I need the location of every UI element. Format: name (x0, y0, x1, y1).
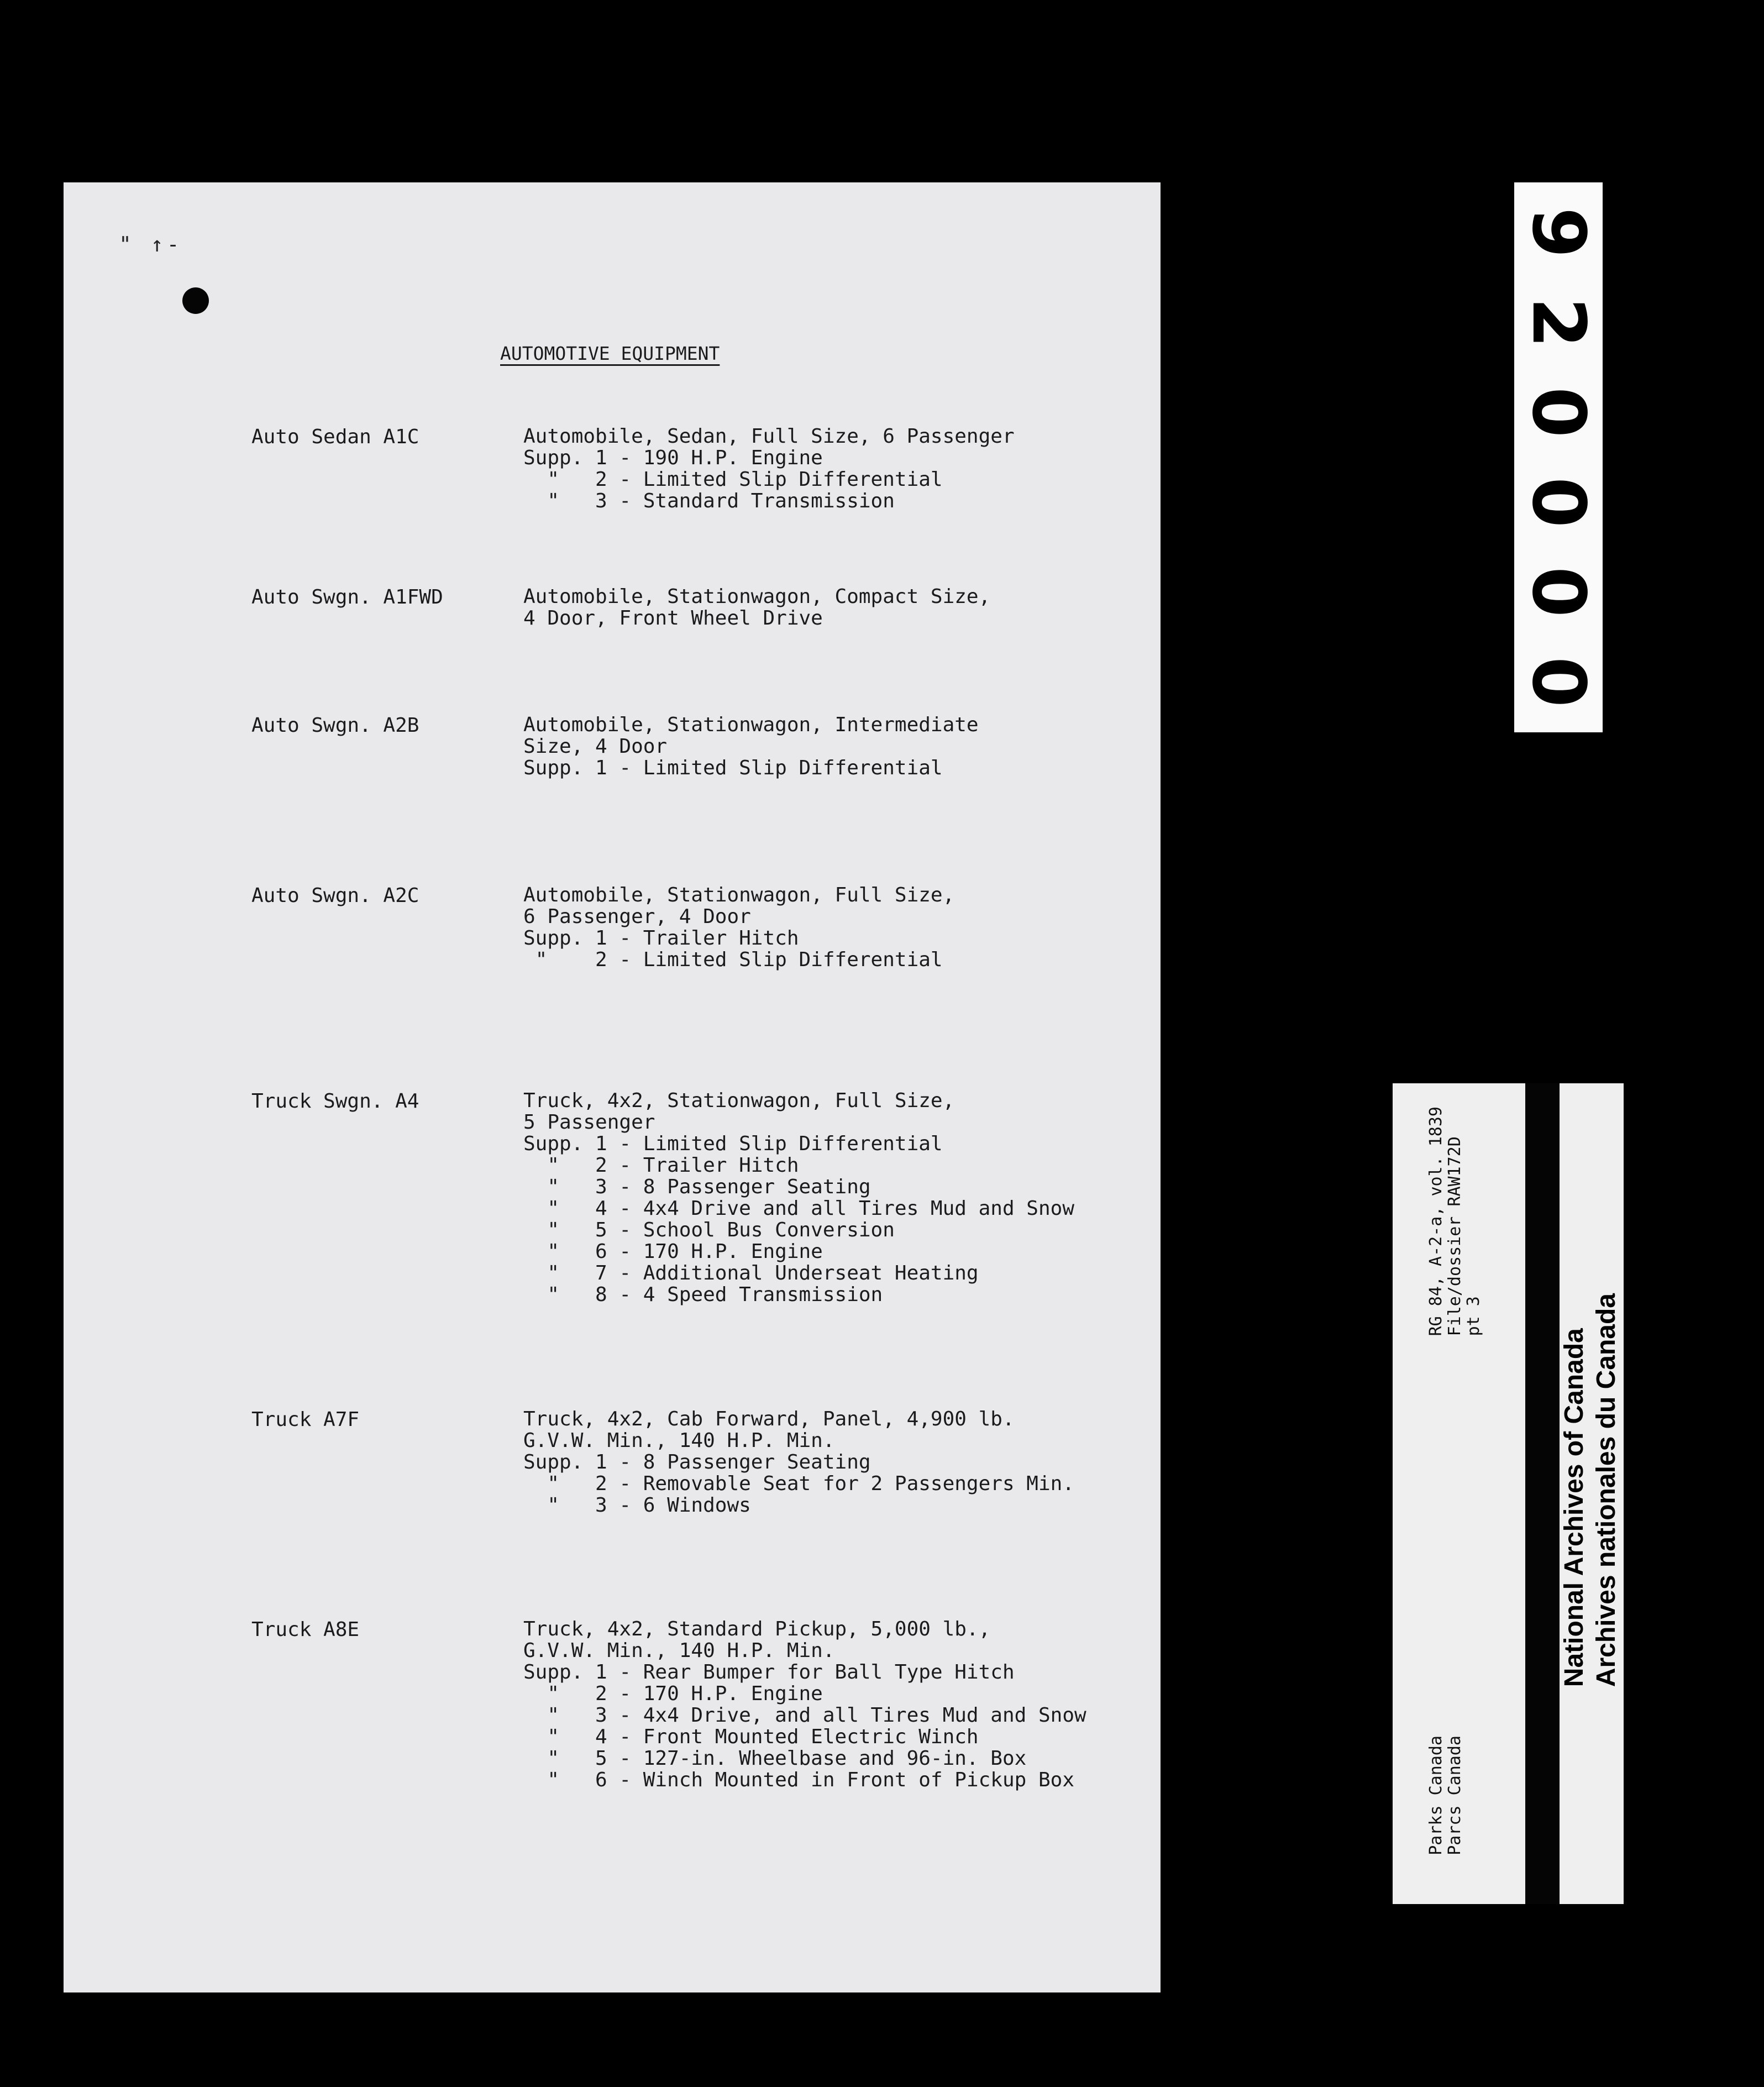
equipment-code: Auto Swgn. A1FWD (251, 586, 443, 609)
description-line: " 2 - Removable Seat for 2 Passengers Min. (523, 1472, 1074, 1495)
national-archives-label (1558, 1293, 1623, 1687)
frame-digit: 0 (1515, 387, 1601, 438)
description-line: " 3 - 8 Passenger Seating (523, 1176, 871, 1198)
equipment-code: Truck Swgn. A4 (251, 1090, 419, 1113)
description-line: Truck, 4x2, Cab Forward, Panel, 4,900 lb. (523, 1408, 1015, 1430)
description-line: 6 Passenger, 4 Door (523, 905, 751, 928)
label-divider-bar (1525, 1083, 1560, 1904)
equipment-code: Auto Swgn. A2C (251, 884, 419, 907)
frame-digit: 0 (1515, 567, 1601, 618)
description-line: " 3 - Standard Transmission (523, 490, 895, 512)
description-line: " 8 - 4 Speed Transmission (523, 1283, 883, 1306)
description-line: " 4 - 4x4 Drive and all Tires Mud and Snow (523, 1197, 1074, 1220)
archive-reference (1427, 1107, 1483, 1336)
frame-number-strip (1514, 182, 1603, 732)
equipment-code: Auto Swgn. A2B (251, 714, 419, 737)
frame-digit: 0 (1515, 476, 1601, 528)
description-line: " 4 - Front Mounted Electric Winch (523, 1726, 979, 1748)
corner-handwritten-mark: " ↑- (119, 232, 183, 256)
description-line: Supp. 1 - 8 Passenger Seating (523, 1451, 871, 1474)
archive-label-card (1393, 1083, 1624, 1904)
description-line: " 3 - 4x4 Drive, and all Tires Mud and Snow (523, 1704, 1086, 1727)
description-line: " 2 - 170 H.P. Engine (523, 1682, 823, 1705)
description-line: Size, 4 Door (523, 735, 668, 758)
frame-digit: 9 (1515, 207, 1601, 259)
description-line: Automobile, Stationwagon, Full Size, (523, 884, 955, 906)
description-line: " 2 - Limited Slip Differential (523, 948, 943, 971)
frame-digit: 0 (1515, 656, 1601, 707)
punch-hole (182, 287, 209, 314)
description-line: G.V.W. Min., 140 H.P. Min. (523, 1639, 835, 1662)
description-line: G.V.W. Min., 140 H.P. Min. (523, 1429, 835, 1452)
equipment-code: Truck A8E (251, 1618, 360, 1641)
description-line: " 2 - Limited Slip Differential (523, 468, 943, 491)
equipment-description (523, 586, 990, 629)
archives-fr: Archives nationales du Canada (1592, 1293, 1621, 1687)
equipment-description (523, 1090, 1074, 1305)
description-line: " 5 - School Bus Conversion (523, 1219, 895, 1241)
description-line: 4 Door, Front Wheel Drive (523, 607, 823, 630)
reference-line: RG 84, A-2-a, vol. 1839 (1426, 1107, 1446, 1336)
reference-line: pt 3 (1464, 1296, 1483, 1336)
equipment-description (523, 1408, 1074, 1516)
description-line: " 6 - 170 H.P. Engine (523, 1240, 823, 1263)
description-line: Automobile, Sedan, Full Size, 6 Passenger (523, 425, 1015, 448)
description-line: Supp. 1 - 190 H.P. Engine (523, 447, 823, 469)
description-line: Supp. 1 - Rear Bumper for Ball Type Hitch (523, 1661, 1015, 1684)
reference-line: File/dossier RAW172D (1445, 1136, 1464, 1336)
parks-en: Parks Canada (1426, 1735, 1446, 1855)
parks-fr: Parcs Canada (1445, 1735, 1464, 1855)
description-line: " 3 - 6 Windows (523, 1494, 751, 1517)
archives-en: National Archives of Canada (1560, 1328, 1589, 1687)
description-line: " 2 - Trailer Hitch (523, 1154, 799, 1177)
description-line: " 6 - Winch Mounted in Front of Pickup Box (523, 1769, 1074, 1791)
equipment-code: Truck A7F (251, 1408, 360, 1431)
description-line: Truck, 4x2, Stationwagon, Full Size, (523, 1089, 955, 1112)
description-line: Automobile, Stationwagon, Intermediate (523, 714, 979, 736)
description-line: Automobile, Stationwagon, Compact Size, (523, 585, 991, 608)
description-line: " 5 - 127-in. Wheelbase and 96-in. Box (523, 1747, 1027, 1770)
description-line: Truck, 4x2, Standard Pickup, 5,000 lb., (523, 1618, 991, 1640)
frame-digit: 2 (1515, 297, 1601, 348)
equipment-description (523, 1618, 1086, 1791)
equipment-description (523, 426, 1015, 512)
description-line: 5 Passenger (523, 1111, 655, 1134)
description-line: Supp. 1 - Limited Slip Differential (523, 757, 943, 779)
equipment-description (523, 884, 954, 971)
description-line: Supp. 1 - Trailer Hitch (523, 927, 799, 950)
document-title: AUTOMOTIVE EQUIPMENT (500, 343, 720, 364)
equipment-code: Auto Sedan A1C (251, 426, 419, 448)
description-line: Supp. 1 - Limited Slip Differential (523, 1132, 943, 1155)
equipment-description (523, 714, 979, 779)
parks-canada-label (1427, 1735, 1464, 1855)
document-page (64, 182, 1161, 1992)
description-line: " 7 - Additional Underseat Heating (523, 1262, 979, 1284)
